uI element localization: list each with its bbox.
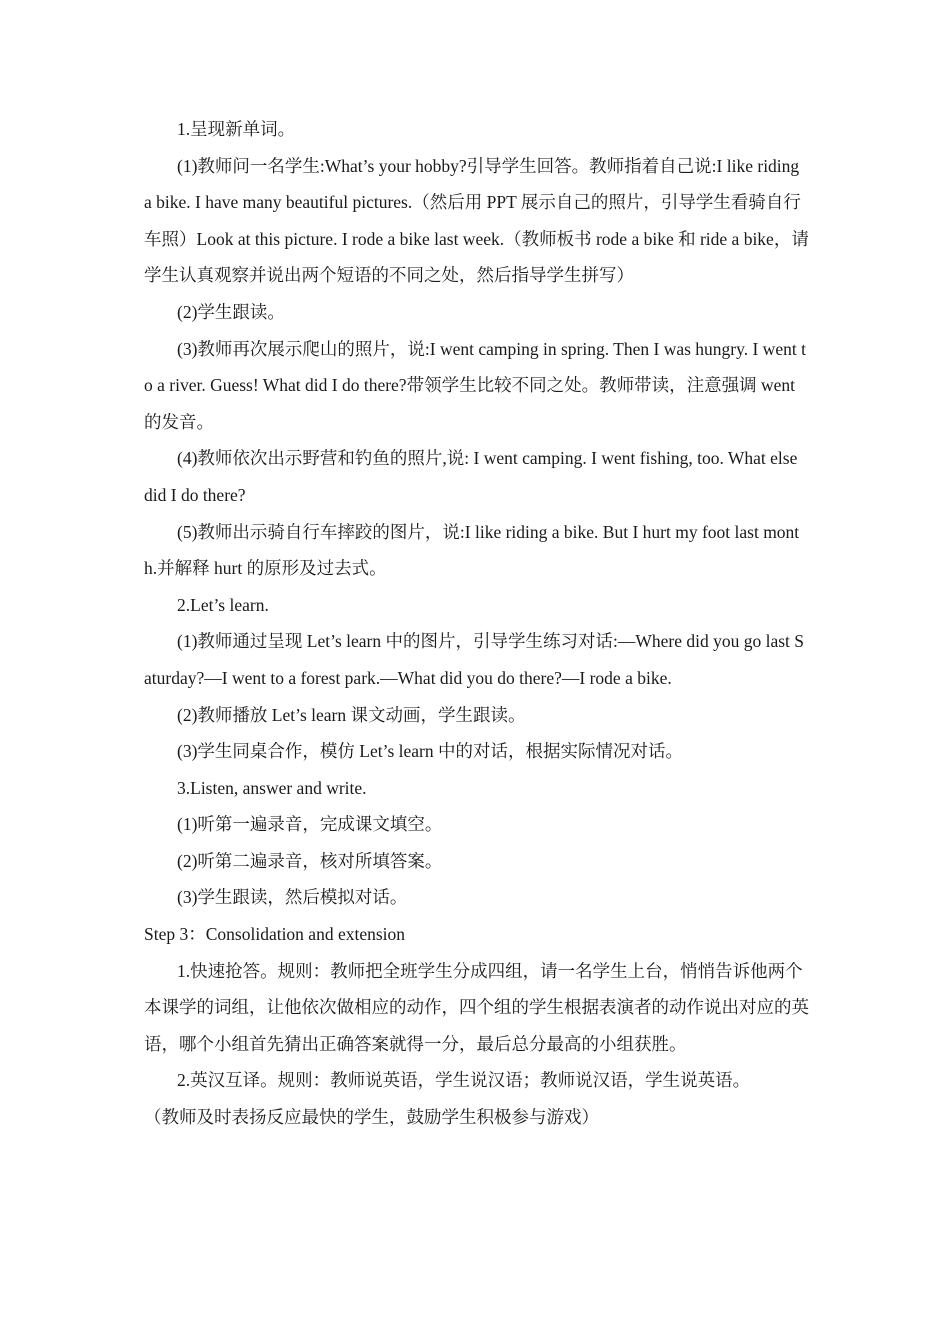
step-3-climbing-photo: (3)教师再次展示爬山的照片，说:I went camping in spring. Then I was hungry. I went to a river. Guess! What did I do there?带领学生比较不同之处。教师带读，注意强调 went 的发音。 — [144, 338, 806, 432]
step-1-hobby-question: (1)教师问一名学生:What’s your hobby?引导学生回答。教师指着自己说:I like riding a bike. I have many beautiful pictures.（然后用 PPT 展示自己的照片，引导学生看骑自行车照）Look at this picture. I rode a bike last week.（教师板书 rode a bike 和 ride a bike，请学生认真观察并说出两个短语的不同之处，然后指导学生拼写） — [144, 155, 809, 286]
heading-present-new-words: 1.呈现新单词。 — [177, 119, 296, 139]
heading-step-3: Step 3：Consolidation and extension — [144, 924, 406, 945]
step-2-follow-reading: (2)学生跟读。 — [177, 301, 285, 322]
step-4-camping-fishing: (4)教师依次出示野营和钓鱼的照片,说: I went camping. I went fishing, too. What else did I do there? — [144, 448, 798, 505]
game-translation-note: （教师及时表扬反应最快的学生，鼓励学生积极参与游戏） — [144, 1107, 599, 1128]
listen-item-2: (2)听第二遍录音，核对所填答案。 — [177, 850, 443, 871]
lets-learn-item-3: (3)学生同桌合作，模仿 Let’s learn 中的对话，根据实际情况对话。 — [177, 741, 683, 762]
game-translation: 2.英汉互译。规则：教师说英语，学生说汉语；教师说汉语，学生说英语。 — [177, 1070, 751, 1091]
listen-item-3: (3)学生跟读，然后模拟对话。 — [177, 887, 408, 908]
heading-listen-answer-write: 3.Listen, answer and write. — [177, 777, 367, 798]
lets-learn-item-1: (1)教师通过呈现 Let’s learn 中的图片，引导学生练习对话:—Where did you go last Saturday?—I went to a forest park.—What did you do there?—I rode a bike. — [144, 631, 805, 688]
listen-item-1: (1)听第一遍录音，完成课文填空。 — [177, 814, 443, 835]
document-body — [144, 111, 810, 1136]
step-5-bike-fall: (5)教师出示骑自行车摔跤的图片，说:I like riding a bike. But I hurt my foot last month.并解释 hurt 的原形及过去式。 — [144, 521, 800, 579]
heading-lets-learn: 2.Let’s learn. — [177, 594, 269, 615]
game-quick-answer: 1.快速抢答。规则：教师把全班学生分成四组，请一名学生上台，悄悄告诉他两个本课学的词组，让他依次做相应的动作，四个组的学生根据表演者的动作说出对应的英语，哪个小组首先猜出正确答案就得一分，最后总分最高的小组获胜。 — [144, 960, 809, 1054]
lets-learn-item-2: (2)教师播放 Let’s learn 课文动画，学生跟读。 — [177, 704, 526, 725]
